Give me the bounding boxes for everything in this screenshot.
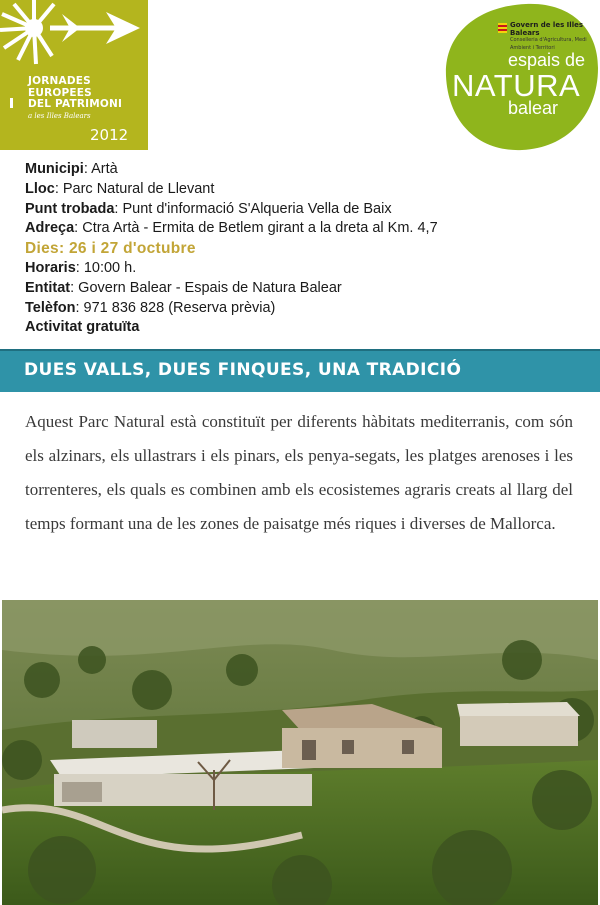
badge-year: 2012 xyxy=(90,126,129,144)
info-dies: Dies: 26 i 27 d'octubre xyxy=(25,240,196,258)
natura-line-2: NATURA xyxy=(452,68,581,103)
government-name: Govern de les Illes Balears Conselleria d'Agricultura, Medi Ambient i Territori xyxy=(510,21,587,51)
natura-line-1: espais de xyxy=(508,50,586,70)
badge-line-1: JORNADES xyxy=(28,75,91,87)
info-lloc: Lloc: Parc Natural de Llevant xyxy=(25,180,215,197)
espais-natura-logo xyxy=(440,2,600,152)
government-flag-icon xyxy=(498,23,507,33)
event-info xyxy=(25,160,585,338)
description-paragraph: Aquest Parc Natural està constituït per diferents hàbitats mediterranis, com són els alzinars, els ullastrars i els pinars, els penya-segats, les platges arenoses i les torrenteres, els quals es combinen amb els ecosistemes agraris creats al llarg del temps formant una de les zones de paisatge més riques i diverses de Mallorca. xyxy=(25,412,573,533)
info-gratuita: Activitat gratuïta xyxy=(25,319,140,336)
info-punt-trobada: Punt trobada: Punt d'informació S'Alqueria Vella de Baix xyxy=(25,200,392,217)
info-entitat: Entitat: Govern Balear - Espais de Natura Balear xyxy=(25,279,342,296)
badge-subtitle: a les Illes Balears xyxy=(28,112,91,120)
landscape-photo xyxy=(2,600,598,905)
banner-title: DUES VALLS, DUES FINQUES, UNA TRADICIÓ xyxy=(24,360,462,380)
jornades-patrimoni-logo xyxy=(0,0,148,150)
info-horaris: Horaris: 10:00 h. xyxy=(25,259,137,276)
badge-line-2: EUROPEES xyxy=(28,86,92,99)
sun-arrow-icon xyxy=(0,0,148,72)
info-municipi: Municipi: Artà xyxy=(25,161,118,177)
section-banner xyxy=(0,349,600,392)
badge-line-3: DEL PATRIMONI xyxy=(28,98,123,110)
info-adreca: Adreça: Ctra Artà - Ermita de Betlem girant a la dreta al Km. 4,7 xyxy=(25,220,438,237)
info-telefon: Telèfon: 971 836 828 (Reserva prèvia) xyxy=(25,299,276,316)
natura-line-3: balear xyxy=(508,98,559,118)
